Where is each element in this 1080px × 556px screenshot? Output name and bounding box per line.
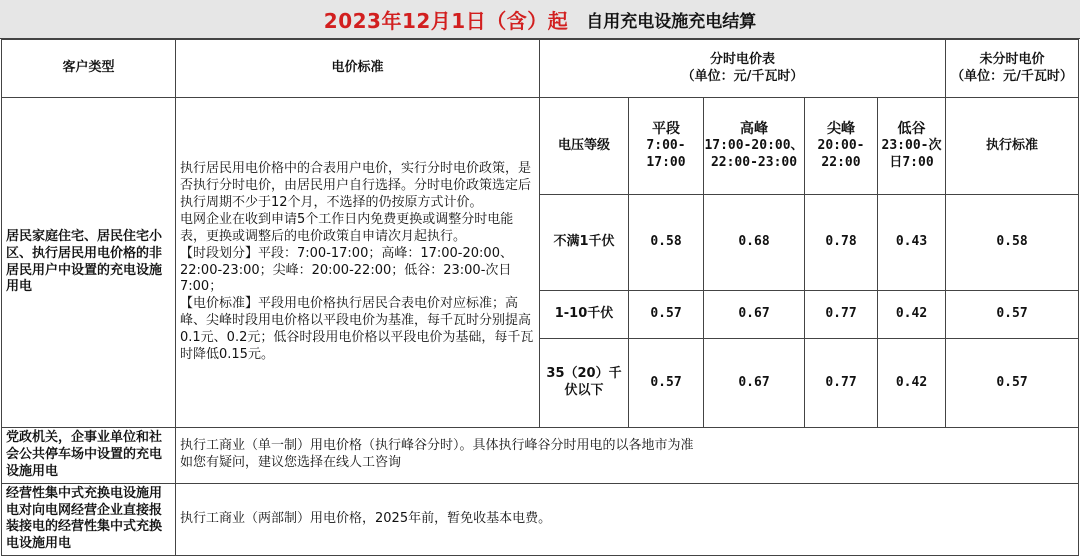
public-org-customer-type: 党政机关，企事业单位和社会公共停车场中设置的充电设施用电 (2, 428, 176, 484)
flat-segment-time: 7:00-17:00 (646, 138, 686, 171)
residential-standard-para: 【时段划分】平段：7:00-17:00；高峰：17:00-20:00、22:00-23:00；尖峰：20:00-22:00；低谷：23:00-次日7:00； (180, 245, 513, 295)
peak-price: 0.67 (704, 291, 805, 339)
effective-date-title: 2023年12月1日（含）起 (323, 8, 569, 33)
title-bar (0, 0, 1080, 39)
flat-price: 0.57 (629, 339, 704, 428)
sharp-price: 0.77 (805, 339, 878, 428)
valley-segment-time: 23:00-次日7:00 (881, 138, 942, 171)
non-tou-unit: （单位：元/千瓦时） (951, 68, 1073, 84)
flat-price: 0.58 (629, 195, 704, 291)
header-customer-type: 客户类型 (2, 40, 176, 98)
public-org-standard-line: 执行工商业（单一制）用电价格（执行峰谷分时）。具体执行峰谷分时用电的以各地市为准 (180, 438, 694, 454)
peak-price: 0.68 (704, 195, 805, 291)
non-tou-title: 未分时电价 (979, 51, 1045, 67)
non-tou-price: 0.57 (946, 291, 1079, 339)
public-org-row (2, 428, 1079, 484)
peak-price: 0.67 (704, 339, 805, 428)
residential-standard-para: 执行居民用电价格中的合表用户电价，实行分时电价政策，是否执行分时电价，由居民用户自行选择。分时电价政策选定后执行周期不少于12个月，不选择的仍按原方式计价。 (180, 161, 532, 210)
commercial-customer-type: 经营性集中式充换电设施用电对向电网经营企业直接报装接电的经营性集中式充换电设施用电 (2, 483, 176, 556)
commercial-row (2, 483, 1079, 556)
valley-segment-header (878, 98, 946, 195)
residential-standard-para: 【电价标准】平段用电价格执行居民合表电价对应标准；高峰、尖峰时段用电价格以平段电价为基准，每千瓦时分别提高0.1元、0.2元；低谷时段用电价格以平段电价为基础，每千瓦时降低0.15元。 (180, 296, 534, 362)
public-org-standard-line: 如您有疑问，建议您选择在线人工咨询 (180, 455, 402, 471)
non-tou-price: 0.57 (946, 339, 1079, 428)
peak-segment-header (704, 98, 805, 195)
residential-standard (176, 98, 540, 428)
header-row (2, 40, 1079, 98)
tou-table-title: 分时电价表 (710, 51, 776, 67)
flat-segment-header (629, 98, 704, 195)
segment-header-row (2, 98, 1079, 195)
non-tou-price: 0.58 (946, 195, 1079, 291)
sharp-segment-name: 尖峰 (827, 121, 855, 138)
tariff-table (1, 39, 1079, 556)
voltage-cell: 不满1千伏 (540, 195, 629, 291)
valley-price: 0.42 (878, 339, 946, 428)
commercial-standard: 执行工商业（两部制）用电价格，2025年前，暂免收基本电费。 (176, 483, 1079, 556)
exec-standard-header: 执行标准 (946, 98, 1079, 195)
sharp-price: 0.78 (805, 195, 878, 291)
public-org-standard (176, 428, 1079, 484)
header-non-tou (946, 40, 1079, 98)
sharp-segment-header (805, 98, 878, 195)
voltage-level-header: 电压等级 (540, 98, 629, 195)
flat-price: 0.57 (629, 291, 704, 339)
tou-table-unit: （单位：元/千瓦时） (681, 68, 804, 84)
residential-standard-para: 电网企业在收到申请5个工作日内免费更换或调整分时电能表，更换或调整后的电价政策自申请次月起执行。 (180, 211, 514, 244)
peak-segment-name: 高峰 (740, 121, 768, 138)
peak-segment-time: 17:00-20:00、22:00-23:00 (704, 138, 804, 171)
sharp-price: 0.77 (805, 291, 878, 339)
residential-customer-type: 居民家庭住宅、居民住宅小区、执行居民用电价格的非居民用户中设置的充电设施用电 (2, 98, 176, 428)
valley-price: 0.43 (878, 195, 946, 291)
valley-price: 0.42 (878, 291, 946, 339)
valley-segment-name: 低谷 (897, 121, 926, 138)
flat-segment-name: 平段 (652, 121, 680, 138)
voltage-cell: 1-10千伏 (540, 291, 629, 339)
header-price-standard: 电价标准 (176, 40, 540, 98)
subject-title: 自用充电设施充电结算 (586, 11, 757, 32)
header-tou-table (540, 40, 946, 98)
sharp-segment-time: 20:00-22:00 (817, 138, 865, 171)
voltage-cell: 35（20）千伏以下 (540, 339, 629, 428)
